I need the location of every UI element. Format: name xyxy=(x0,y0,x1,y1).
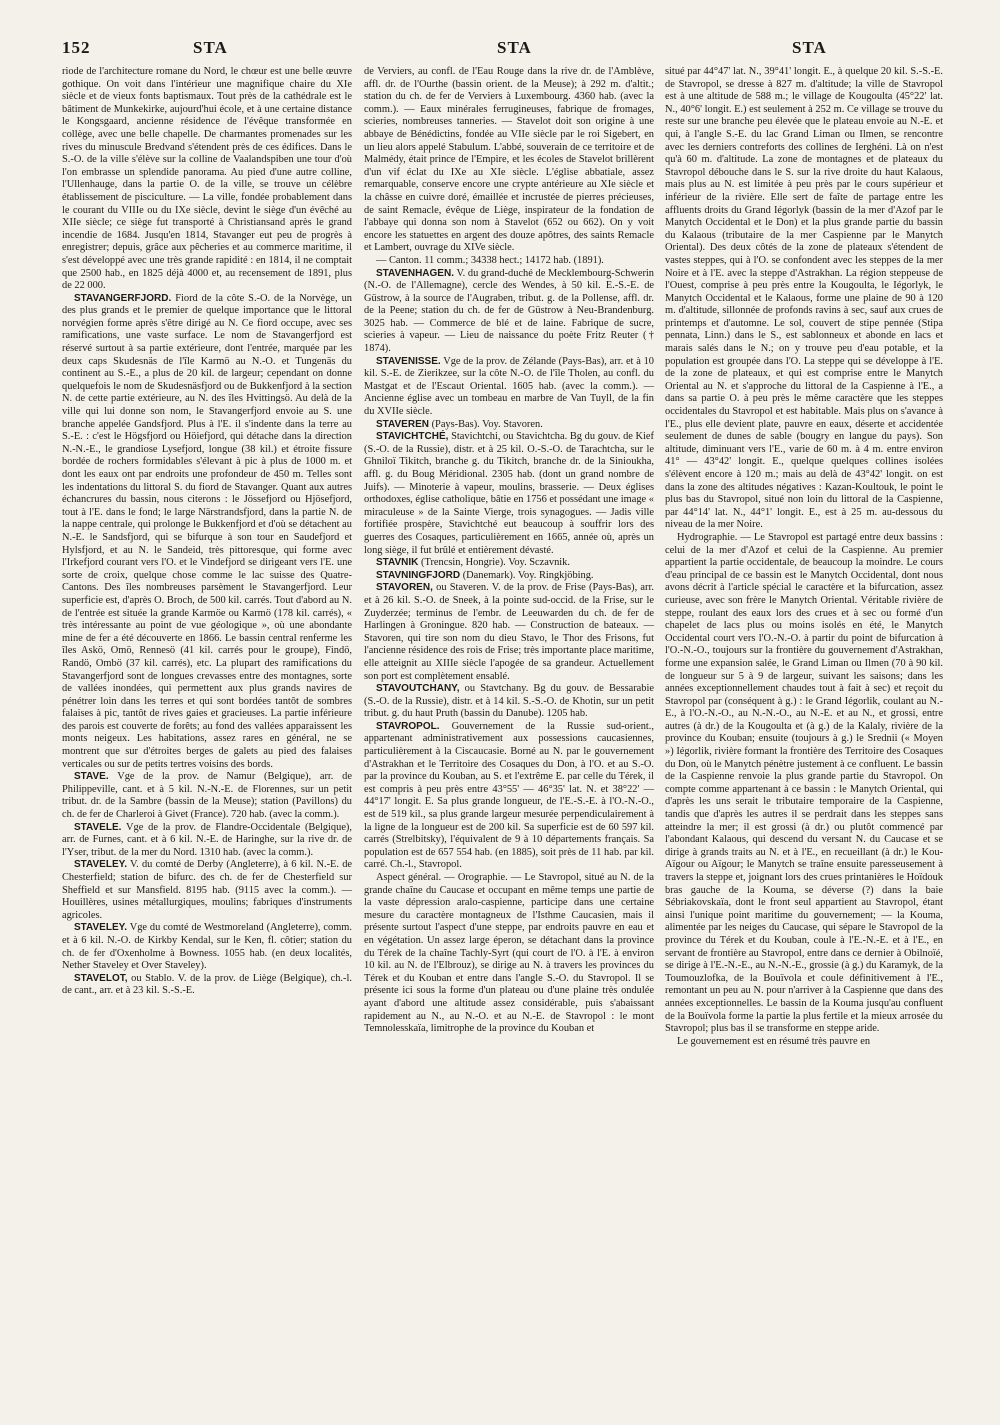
entry-text: (Pays-Bas). Voy. Stavoren. xyxy=(431,418,543,430)
headword: STAVOREN, xyxy=(376,582,433,594)
paragraph-stavelot-continued: de Verviers, au confl. de l'Eau Rouge dans la rive dr. de l'Amblève, affl. dr. de l'Ourthe (bassin orient. de la Meuse); à 292 m. d'altit.; station du ch. de fer de Verviers à Luxembourg. 4360 hab. (avec la comm.). — Eaux minérales ferrugineuses, fabrique de fromages, scieries, nombreuses tanneries. — Stavelot doit son origine à une abbaye de Bénédictins, fondée au VIIe siècle par le roi Sigebert, en un lieu alors appelé Stabulum. L'abbé, souverain de ce territoire et de Malmédy, était prince de l'Empire, et les écoles de Stavelot brillèrent d'un vif éclat du IXe au XIe siècle. L'église abbatiale, assez remarquable, conserve encore une crypte antérieure au XIe siècle et la châsse en cuivre doré, émaillée et incrustée de pierres précieuses, de saint Remacle, évêque de Liège, inspirateur de la fondation de l'abbaye qui donna son nom à Stavelot (652 ou 662). On y voit encore les statuettes en argent des douze apôtres, des saints Remacle et Lambert, ouvrage du XIVe siècle. xyxy=(364,66,654,254)
headword: STAVELEY. xyxy=(74,922,127,934)
text-column-2 xyxy=(364,66,654,1036)
entry-staveley-westmoreland xyxy=(62,922,352,972)
headword: STAVE. xyxy=(74,771,109,783)
entry-stavele xyxy=(62,822,352,860)
headword: STAVENISSE. xyxy=(376,355,441,367)
entry-staveley-derby xyxy=(62,859,352,922)
entry-stave xyxy=(62,771,352,821)
entry-text: Vge du comté de Westmoreland (Angleterre), comm. et à 6 kil. N.-O. de Kirkby Kendal, sur le Ken, fl. côtier; station du ch. de fer d'Oxenholme à Bowness. 1055 hab. (en deux localités, Nether Staveley et Over Staveley). xyxy=(62,922,352,972)
entry-text: Vge de la prov. de Flandre-Occidentale (Belgique), arr. de Furnes, cant. et à 6 kil. N.-E. de Haringhe, sur la rive dr. de l'Yser, tribut. de la mer du Nord. 1310 hab. (avec la comm.). xyxy=(62,821,352,858)
entry-stavenisse xyxy=(364,356,654,419)
headword: STAVEREN xyxy=(376,418,429,430)
entry-stavichtche xyxy=(364,431,654,557)
entry-stavelot xyxy=(62,973,352,998)
paragraph-hydrography: Hydrographie. — Le Stavropol est partagé entre deux bassins : celui de la mer d'Azof et celui de la Caspienne. Au premier appartient la partie occidentale, de beaucoup la moindre. Le cours d'eau principal de ce bassin est le Manytch Occidental, dont nous avons décrit à l'article spécial le caractère et la bifurcation, assez curieuse, avec son frère le Manytch Oriental. Véritable rivière de steppe, roulant des eaux lors des crues et à sec ou formé d'un chapelet de lacs plus ou moins isolés en été, le Manytch Occidental court vers l'O.-N.-O. à partir du point de bifurcation à l'O.-N.-O., toujours sur la frontière du gouvernement d'Astrakhan, forme une expansion salée, le Grand Liman ou Ilmen (70 à 90 kil. de longueur sur 5 à 9 de largeur, suivant les saisons; dans les années exceptionnellement chaudes tout à fait à sec) et reçoit du Stavropol par (conséquent à g.) : le Grand Iégorlik, coulant au N.-E., à l'O.-N.-O., au N.-N.-O., au N.-E. et au N., et grossi, entre autres (à dr.) de la Kougoulta et (à g.) de la Kalaly, rivière de la province du Kouban; ensuite (toujours à g.) le Srednii (« Moyen ») Iégorlik, rivière formant la frontière des Territoire des Cosaques du Don, où le Manytch pénètre justement à ce confluent. Le bassin de la Caspienne renvoie la plus grande partie du Stavropol. On compte comme appartenant à ce bassin : le Manytch Oriental, qui d'après les uns serait le tributaire temporaire de la Caspienne, tandis que d'après les autres il se perdrait dans les steppes sans atteindre la mer; il est grossi (à dr.) ou plutôt commencé par l'abondant Kalaous, qui descend du versant N. du Caucase et se dirige à grands traits au N. et à l'E., en recueillant (à dr.) le Kou-Aïgour ou Aïgour; le Manytch se traîne ensuite paresseusement à travers la steppe et, joignant lors des crues printanières le Hoïdouk bras gauche de la Kouma, se déverse (?) dans la baie Sébriakovskaïa, dont le front seul appartient au Stavropol, étant ainsi l'unique point maritime du gouvernement; — la Kouma, alimentée par les neiges du Caucase, qui sépare le Stavropol de la province du Térek et du Kouban, coule à l'E.-N.-E. et à l'E., en servant de frontière au Stavropol, entre dans ce dernier à Obilnoïé, se dirige à l'E.-N.-E., au N.-N.-E., grossie (à g.) du Karamyk, de la Toumouzlofka, de la Bouïvola et coule définitivement à l'E., remontant un peu au N. pour n'arriver à la Caspienne que dans des années exceptionnelles. Le bassin de la Kouma jusqu'au confluent de la Bouïvola forme la partie la plus fertile et la mieux arrosée du Stavropol; plus bas il se transforme en steppe aride. xyxy=(665,531,943,1035)
entry-staveren xyxy=(364,419,654,432)
paragraph-canton: — Canton. 11 comm.; 34338 hect.; 14172 hab. (1891). xyxy=(376,254,604,266)
entry-text: Vge de la prov. de Namur (Belgique), arr. de Philippeville, cant. et à 5 kil. N.-N.-E. de Florennes, sur un petit tribut. dr. de la Sambre (bassin de la Meuse); station (Pavillons) du ch. de fer de Charleroi à Givet (France). 720 hab. (avec la comm.). xyxy=(62,771,352,821)
headword: STAVANGERFJORD. xyxy=(74,292,172,304)
entry-text: V. du grand-duché de Mecklembourg-Schwerin (N.-O. de l'Allemagne), cercle des Wendes, à 50 kil. E.-S.-E. de Güstrow, à la source de l'Augraben, tribut. g. de la Pollense, affl. dr. de la Peene; station du ch. de fer de Güstrow à Neu-Brandenburg. 3025 hab. — Commerce de blé et de laine. Fabrique de sucre, scieries à vapeur. — Lieu de naissance du poète Fritz Reuter († 1874). xyxy=(364,267,654,355)
headword: STAVNINGFJORD xyxy=(376,569,461,581)
entry-text: Stavichtchi, ou Stavichtcha. Bg du gouv. de Kief (S.-O. de la Russie), distr. et à 25 kil. O.-S.-O. de Tarachtcha, sur le Ghniloï Tikitch, branche g. du Tikitch, branche dr. de la Sinioukha, affl. g. du Boug Méridional. 2305 hab. (dont un grand nombre de Juifs). — Minoterie à vapeur, moulins, brasserie. — Deux églises orthodoxes, église catholique, bâtie en 1756 et possédant une image « miraculeuse » de la Sainte Vierge, trois synagogues. — Jadis ville fortifiée prospère, Stavichtché eut beaucoup à souffrir lors des guerres des Cosaques, particulièrement en 1665, année où, après un long siège, il fut brûlé et entièrement dévasté. xyxy=(364,431,654,556)
text-column-3 xyxy=(665,66,943,1048)
headword: STAVOUTCHANY, xyxy=(376,683,460,695)
entry-text: Vge de la prov. de Zélande (Pays-Bas), arr. et à 10 kil. S.-E. de Zierikzee, sur la côte N.-O. de l'île Tholen, au confl. du Mastgat et de l'Escaut Oriental. 1605 hab. (avec la comm.). — Ancienne église avec un tombeau en marbre de Van Tuyll, de la fin du XVIIe siècle. xyxy=(364,355,654,418)
headword: STAVENHAGEN. xyxy=(376,267,454,279)
running-head-right: STA xyxy=(792,38,827,57)
entry-text: (Trencsin, Hongrie). Voy. Sczavnik. xyxy=(421,557,570,569)
entry-text: (Danemark). Voy. Ringkjöbing. xyxy=(462,569,594,581)
entry-text: ou Staveren. V. de la prov. de Frise (Pays-Bas), arr. et à 26 kil. S.-O. de Sneek, à la pointe sud-occid. de la Frise, sur le Zuyderzée; terminus de l'embr. de Leeuwarden du ch. de fer de Harlingen à Groningue. 820 hab. — Construction de bateaux. — Stavoren, qui tire son nom du dieu Stavo, le Thor des Frisons, fut l'ancienne résidence des rois de Frise; très importante place maritime, elle atteignit au XIIIe siècle l'apogée de sa grandeur. Actuellement son port est complètement ensablé. xyxy=(364,582,654,682)
headword: STAVICHTCHÉ, xyxy=(376,431,449,443)
headword: STAVELEY. xyxy=(74,859,127,871)
headword: STAVELE. xyxy=(74,821,122,833)
headword: STAVNIK xyxy=(376,557,419,569)
paragraph-aspect-general: Aspect général. — Orographie. — Le Stavropol, situé au N. de la grande chaîne du Caucase et occupant en même temps une partie de la vaste dépression aralo-caspienne, participe dans une certaine mesure du caractère montagneux de l'Isthme Caucasien, mais il présente surtout l'aspect d'une steppe, par endroits pauvre en eau et en végétation. Un assez large éperon, se détachant dans la province du Térek de la chaîne Tachly-Syrt (qui court de l'O. à l'E. à environ 10 kil. au N. de l'Elbrouz), se dirige au N. à travers les provinces du Térek et du Kouban et entre dans l'angle S.-O. du Stavropol. Il se présente ici sous la forme d'un plateau ou d'une plaine très ondulée ayant d'abord une altitude assez considérable, puis s'abaissant rapidement au N., au N.-O. et au N.-E. de Stavropol : le mont Temnolesskaïa, limitrophe de la province du Kouban et xyxy=(364,872,654,1035)
entry-stavoutchany xyxy=(364,683,654,721)
paragraph-summary: Le gouvernement est en résumé très pauvre en xyxy=(677,1035,871,1047)
entry-text: Gouvernement de la Russie sud-orient., appartenant administrativement aux possessions caucasiennes, particulièrement à la Ciscaucasie. Borné au N. par le gouvernement d'Astrakhan et le Territoire des Cosaques du Don, à l'O. et au S.-O. par la province du Kouban, au S. et l'extrême E. par celle du Térek, il est compris à peu près entre 43°55' — 46°35' lat. N. et 38°22' — 44°17' longit. E. Sa plus grande longueur, de l'E.-S.-E. à l'O.-N.-O., est de 519 kil., sa plus grande largeur mesurée perpendiculairement à la ligne de la longueur est de 200 kil. Sa superficie est de 60 597 kil. carrés (Strelbitsky), l'équivalent de 9 à 10 départements français. Sa population est de 657 554 hab. (en 1885), soit près de 11 hab. par kil. carré. Ch.-l., Stavropol. xyxy=(364,720,654,871)
entry-stavenhagen xyxy=(364,268,654,356)
page-number: 152 xyxy=(62,38,91,57)
running-head-center: STA xyxy=(497,38,532,57)
running-head-left: STA xyxy=(193,38,228,57)
headword: STAVELOT, xyxy=(74,972,128,984)
entry-text: V. du comté de Derby (Angleterre), à 6 kil. N.-E. de Chesterfield; station de bifurc. des ch. de fer de Chesterfield sur Sheffield et sur Mansfield. 8195 hab. (9115 avec la comm.). — Houillères, usines métallurgiques, moulins; fabriques d'instruments agricoles. xyxy=(62,859,352,921)
entry-text: ou Stablo. V. de la prov. de Liège (Belgique), ch.-l. de cant., arr. et à 23 kil. S.-S.-E. xyxy=(62,972,352,997)
entry-stavnik xyxy=(364,557,654,570)
entry-stavningfjord xyxy=(364,570,654,583)
entry-text: Fiord de la côte S.-O. de la Norvège, un des plus grands et le premier de quelque importance que le littoral norvégien forme après s'être dirigé au N. Ce fiord occupe, avec ses ramifications, une vaste surface. Le nom de Stavangerfjord est réservé surtout à sa partie extérieure, dont l'entrée, marquée par les deux caps Skudesnäs de l'île Karmö au N.-O. et Tungenäs du continent au S.-E., a plus de 20 kil. de largeur; cependant on donne quelquefois le nom de Skudesnäsfjord ou de Bukkenfjord à la section N. de cette partie extérieure, au N. des îles Hvittingsö. Au delà de la ville qui lui donne son nom, le Stavangerfjord envoie au S. une branche appelée Gandsfjord. Plus à l'E. il s'indente dans la terre au S.-E. : c'est le Högsfjord ou Höiefjord, qui détache dans la direction N.-N.-E., le grandiose Lysefjord, longue (38 kil.) et étroite fissure bordée de rochers formidables s'élevant à pic à plus de 1000 m. et dont les eaux ont par endroits une profondeur de 450 m. Telles sont les indentations du littoral S. du fiord de Stavanger. Quant aux autres échancrures du bassin, nous citerons : le Jössefjord ou Hjösefjord, tout à l'E. dans le fond; le large Närstrandsfjord, dans la partie N. de la nappe centrale, qui prolonge le Bukkenfjord et d'où se détachent au N.-E. le Sandsfjord, qui se bifurque à son tour en Saudefjord et Hylsfjord, et au N. le Sandeid, très pittoresque, qui forme avec l'Irkefjord courant vers l'O. et le Vindefjord se dirigeant vers l'E. une sorte de croix, quelque chose comme le lac suisse des Quatre-Cantons. Des îles nombreuses parsèment le Stavangerfjord. Leur superficie est, d'après O. Broch, de 500 kil. carrés. Tout d'abord au N. de l'entrée est située la grande Karmöe ou Karmö (178 kil. carrés), « très intéressante au point de vue géologique », où une abondante mine de fer a été découverte en 1866. Le bassin central renferme les îles Askö, Omö, Rennesö (41 kil. carrés pour le groupe), Findö, Randö, Ombö (37 kil. carrés), etc. La plupart des ramifications du Stavangerfjord sont de longues crevasses entre des montagnes, sorte de vallées inondées, qui permettent aux plus grands navires de pénétrer loin dans les terres et qui sont bordées tantôt de sombres falaises à pic, tantôt de rives gaies et gracieuses. La partie inférieure des parois est couverte de forêts; au fond des vallées apparaissent les monts neigeux. Les habitations, assez rares en général, ne se montrent que sur d'étroites berges de galets au pied des falaises verticales ou sur de petits tertres voisins des bords. xyxy=(62,292,352,770)
text-column-1 xyxy=(62,66,352,998)
entry-stavangerfjord xyxy=(62,293,352,772)
headword: STAVROPOL. xyxy=(376,720,440,732)
entry-stavoren xyxy=(364,582,654,683)
entry-stavropol xyxy=(364,721,654,872)
paragraph-orography-continued: situé par 44°47' lat. N., 39°41' longit. E., à quelque 20 kil. S.-S.-E. de Stavropol, se dresse à 827 m. d'altitude; la ville de Stavropol est à une altitude de 588 m.; le village de Kougoulta (45°22' lat. N., 40°6' longit. E.) est seulement à 252 m. Ce village se trouve du reste sur une branche peu élevée que le plateau envoie au N.-E. et qui, à l'angle S.-E. du lac Grand Liman ou Ilmen, se rencontre avec les derniers contreforts des collines de Ierghéni. Là on n'est qu'à 60 m. d'altitude. La zone de montagnes et de plateaux du Stavropol débouche dans le S. sur la rive droite du haut Kalaous, mais plus au N. est limitée à peu près par le cours supérieur et inférieur de la rivière. Elle sert de faîte de partage entre les affluents droits du Grand Iégorlyk (bassin de la mer d'Azof par le Manytch Occidental et le Don) et la plus grande partie du bassin du Kalaous (tributaire de la mer Caspienne par le Manytch Oriental). Des deux côtés de la zone de plateaux s'étendent de vastes steppes, qui à l'O. se confondent avec les steppes de la mer Noire et à l'E. avec la steppe d'Astrakhan. La région steppeuse de l'Ouest, comprise à peu près entre la Kougoulta, le Iégorlyk, le Manytch Occidental et le Kalaous, forme une plaine de 90 à 120 m. d'altitude, sillonnée de profonds ravins à sec, sauf aux crues de printemps et d'automne. Le sol, couvert de stipe pennée (Stipa pennata, Linn.) dans le S., est sablonneux et abonde en lacs et marais salés dans le N.; on y trouve peu d'eau potable, et la population est groupée dans l'O. La steppe qui se développe à l'E. de la zone de plateaux, et qui est comprise entre le Manytch Oriental au N. et s'approche du littoral de la Caspienne à l'E., a dans sa partie O. à peu près le même caractère que les steppes occidentales du Stavropol et est habitable. Mais plus on s'avance à l'E., plus elle devient plate, pauvre en eaux, déserte et accidentée seulement de dunes de sable (bougry en langue du pays). Son altitude, diminuant vers l'E., varie de 60 m. à 4 m. entre environ 41° — 43°42' longit. E., quelque quelques collines isolées s'élèvent encore à 120 m.; mais au delà de 43°42' longit. on est dans la zone des altitudes négatives : Kazan-Koultouk, le point le plus bas du Stavropol, situé non loin du littoral de la Caspienne, par 44°14' lat. N., 44°1' longit. E., est à 25 m. au-dessous du niveau de la mer Noire. xyxy=(665,66,943,531)
entry-text: ou Stavtchany. Bg du gouv. de Bessarabie (S.-O. de la Russie), distr. et à 14 kil. S.-S.-O. de Khotin, sur un petit tribut. g. du haut Pruth (bassin du Danube). 1205 hab. xyxy=(364,683,654,720)
paragraph-stavanger-continued: riode de l'architecture romane du Nord, le chœur est une belle œuvre gothique. On voit dans l'intérieur une magnifique chaire du XIe siècle et de vieux fonts baptismaux. Tout près de la cathédrale est le bâtiment de Munkekirke, aujourd'hui école, et à une certaine distance le Kongsgaard, ancienne résidence de l'évêque transformée en collège, avec une belle chapelle. De charmantes promenades sur les rives du minuscule Bredvand s'étendent près de ces édifices. Dans le S.-O. de la ville s'élève sur la colline de Vaalandspiben une tour d'où l'on embrasse un splendide panorama. Au pied d'une autre colline, l'Ullenhauge, dans la partie O. de la ville, se trouve un célèbre établissement de pisciculture. — La ville, fondée probablement dans le courant du VIIIe ou du IXe siècle, devint le siège d'un évêché au XIIe siècle; ce siège fut transporté à Christiansand après le grand incendie de 1684. Jusqu'en 1814, Stavanger eut peu de progrès à enregistrer; depuis, grâce aux pêcheries et au commerce maritime, il s'est développé avec une très grande rapidité : en 1814, il ne comptait que 2500 hab., en 1825 déjà 4000 et, au recensement de 1891, plus de 22 000. xyxy=(62,66,352,292)
